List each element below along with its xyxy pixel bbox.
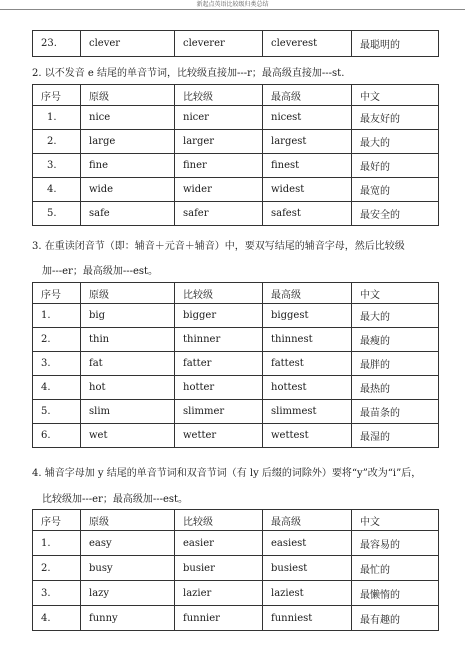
table-section3 (32, 282, 439, 448)
cell-comparative: wider (175, 178, 263, 202)
cell-base: slim (81, 400, 175, 424)
cell-superlative: thinnest (263, 328, 352, 352)
header-chinese: 中文 (352, 283, 439, 304)
cell-chinese: 最懒惰的 (352, 581, 439, 606)
table-row (33, 31, 439, 57)
cell-chinese: 最有趣的 (352, 606, 439, 631)
table-row (33, 556, 439, 581)
header-index: 序号 (33, 283, 81, 304)
cell-index: 2. (33, 328, 81, 352)
page-header: 新起点英语比较级归类总结 (0, 0, 465, 10)
cell-superlative: biggest (263, 304, 352, 328)
cell-index: 23. (33, 31, 81, 57)
table-row (33, 400, 439, 424)
cell-comparative: fatter (175, 352, 263, 376)
cell-superlative: busiest (263, 556, 352, 581)
table-top (32, 30, 439, 57)
cell-superlative: largest (263, 130, 352, 154)
cell-base: lazy (81, 581, 175, 606)
cell-index: 1. (33, 106, 81, 130)
cell-base: large (81, 130, 175, 154)
table-section4 (32, 509, 439, 631)
cell-index: 2. (33, 130, 81, 154)
cell-index: 3. (33, 581, 81, 606)
cell-base: clever (81, 31, 175, 57)
cell-index: 4. (33, 178, 81, 202)
cell-base: thin (81, 328, 175, 352)
cell-comparative: thinner (175, 328, 263, 352)
cell-chinese: 最大的 (352, 304, 439, 328)
cell-chinese: 最聪明的 (352, 31, 439, 57)
header-base: 原级 (81, 510, 175, 531)
header-base: 原级 (81, 283, 175, 304)
table-row (33, 304, 439, 328)
cell-comparative: busier (175, 556, 263, 581)
header-chinese: 中文 (352, 510, 439, 531)
cell-comparative: wetter (175, 424, 263, 448)
cell-index: 6. (33, 424, 81, 448)
cell-chinese: 最安全的 (352, 202, 439, 226)
header-superlative: 最高级 (263, 85, 352, 106)
cell-superlative: laziest (263, 581, 352, 606)
table-row (33, 581, 439, 606)
cell-chinese: 最大的 (352, 130, 439, 154)
cell-index: 4. (33, 606, 81, 631)
table-row (33, 178, 439, 202)
cell-comparative: nicer (175, 106, 263, 130)
table-row (33, 202, 439, 226)
cell-comparative: finer (175, 154, 263, 178)
table-row (33, 424, 439, 448)
cell-chinese: 最瘦的 (352, 328, 439, 352)
header-base: 原级 (81, 85, 175, 106)
header-index: 序号 (33, 85, 81, 106)
table-row (33, 328, 439, 352)
header-superlative: 最高级 (263, 510, 352, 531)
section2-heading: 2. 以不发音 e 结尾的单音节词，比较级直接加---r；最高级直接加---st. (32, 68, 345, 79)
table-header-row (33, 510, 439, 531)
cell-index: 3. (33, 352, 81, 376)
cell-superlative: easiest (263, 531, 352, 556)
cell-comparative: lazier (175, 581, 263, 606)
cell-comparative: easier (175, 531, 263, 556)
cell-index: 3. (33, 154, 81, 178)
cell-chinese: 最热的 (352, 376, 439, 400)
section4-heading-line2: 比较级加---er；最高级加---est。 (42, 494, 189, 505)
cell-base: fine (81, 154, 175, 178)
cell-comparative: larger (175, 130, 263, 154)
header-comparative: 比较级 (175, 510, 263, 531)
cell-chinese: 最胖的 (352, 352, 439, 376)
cell-superlative: nicest (263, 106, 352, 130)
table-row (33, 154, 439, 178)
cell-index: 2. (33, 556, 81, 581)
cell-superlative: funniest (263, 606, 352, 631)
cell-chinese: 最湿的 (352, 424, 439, 448)
cell-chinese: 最友好的 (352, 106, 439, 130)
cell-superlative: safest (263, 202, 352, 226)
cell-index: 4. (33, 376, 81, 400)
header-chinese: 中文 (352, 85, 439, 106)
cell-comparative: cleverer (175, 31, 263, 57)
cell-base: fat (81, 352, 175, 376)
cell-comparative: hotter (175, 376, 263, 400)
cell-comparative: slimmer (175, 400, 263, 424)
header-comparative: 比较级 (175, 283, 263, 304)
cell-index: 5. (33, 202, 81, 226)
header-index: 序号 (33, 510, 81, 531)
cell-comparative: bigger (175, 304, 263, 328)
cell-base: big (81, 304, 175, 328)
section3-heading-line2: 加---er；最高级加---est。 (42, 266, 159, 277)
cell-chinese: 最容易的 (352, 531, 439, 556)
cell-base: wet (81, 424, 175, 448)
cell-chinese: 最宽的 (352, 178, 439, 202)
section4-heading-line1: 4. 辅音字母加 y 结尾的单音节词和双音节词（有 ly 后缀的词除外）要将“y”改为“i”后， (32, 468, 422, 479)
cell-index: 1. (33, 531, 81, 556)
cell-index: 5. (33, 400, 81, 424)
cell-chinese: 最苗条的 (352, 400, 439, 424)
cell-index: 1. (33, 304, 81, 328)
cell-superlative: hottest (263, 376, 352, 400)
cell-comparative: safer (175, 202, 263, 226)
cell-superlative: finest (263, 154, 352, 178)
table-row (33, 606, 439, 631)
header-comparative: 比较级 (175, 85, 263, 106)
header-superlative: 最高级 (263, 283, 352, 304)
section3-heading-line1: 3. 在重读闭音节（即：辅音＋元音＋辅音）中，要双写结尾的辅音字母，然后比较级 (32, 241, 405, 252)
cell-superlative: widest (263, 178, 352, 202)
cell-base: wide (81, 178, 175, 202)
cell-superlative: slimmest (263, 400, 352, 424)
table-row (33, 376, 439, 400)
table-row (33, 352, 439, 376)
cell-comparative: funnier (175, 606, 263, 631)
cell-base: busy (81, 556, 175, 581)
cell-base: hot (81, 376, 175, 400)
cell-base: easy (81, 531, 175, 556)
table-header-row (33, 85, 439, 106)
cell-base: funny (81, 606, 175, 631)
table-row (33, 531, 439, 556)
table-row (33, 106, 439, 130)
cell-chinese: 最忙的 (352, 556, 439, 581)
cell-chinese: 最好的 (352, 154, 439, 178)
cell-base: nice (81, 106, 175, 130)
table-header-row (33, 283, 439, 304)
table-row (33, 130, 439, 154)
cell-superlative: cleverest (263, 31, 352, 57)
cell-base: safe (81, 202, 175, 226)
table-section2 (32, 84, 439, 226)
cell-superlative: fattest (263, 352, 352, 376)
cell-superlative: wettest (263, 424, 352, 448)
